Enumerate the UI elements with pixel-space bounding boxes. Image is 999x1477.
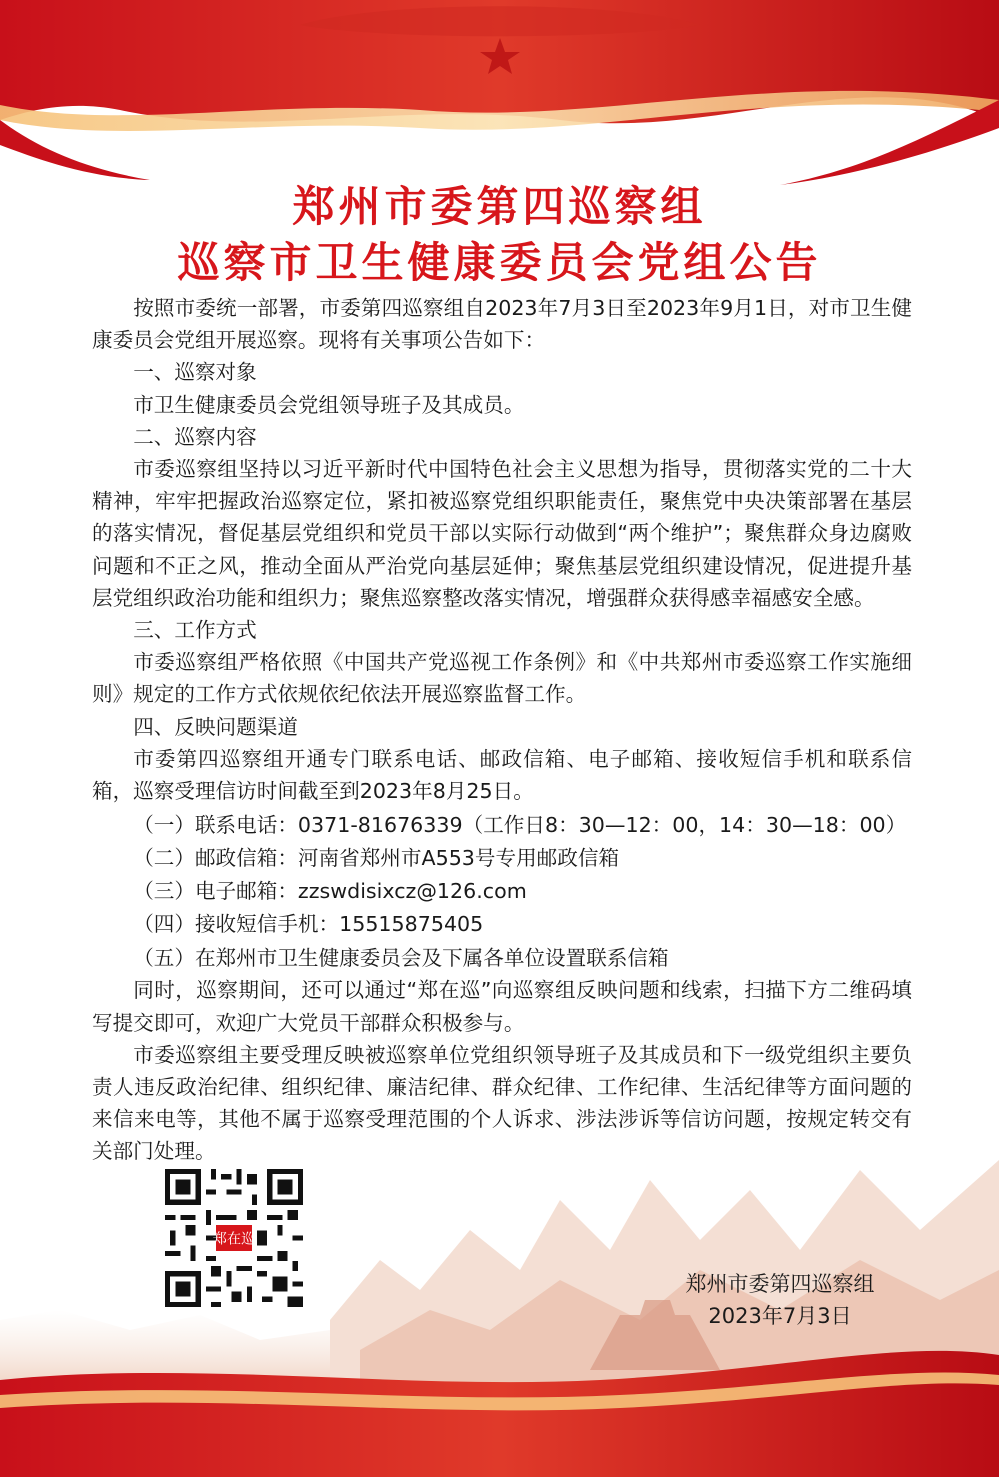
contact-sms: （四）接收短信手机：15515875405 xyxy=(133,912,484,937)
signature-date: 2023年7月3日 xyxy=(708,1304,852,1328)
section-heading-channels: 四、反映问题渠道 xyxy=(133,714,298,739)
contact-mailbox: （五）在郑州市卫生健康委员会及下属各单位设置联系信箱 xyxy=(133,946,669,971)
section-text-channels: 市委第四巡察组开通专门联系电话、邮政信箱、电子邮箱、接收短信手机和联系信箱，巡察受理信访时间截至到2023年8月25日。 xyxy=(92,746,912,804)
section-text-target: 市卫生健康委员会党组领导班子及其成员。 xyxy=(133,392,525,417)
section-heading-method: 三、工作方式 xyxy=(133,618,257,643)
top-banner-decoration xyxy=(0,0,999,200)
contact-postal: （二）邮政信箱：河南省郑州市A553号专用邮政信箱 xyxy=(133,846,620,871)
qr-center-logo: 郑在巡 xyxy=(212,1231,256,1248)
scope-paragraph: 市委巡察组主要受理反映被巡察单位党组织领导班子及其成员和下一级党组织主要负责人违反政治纪律、组织纪律、廉洁纪律、群众纪律、工作纪律、生活纪律等方面问题的来信来电等，其他不属于巡察受理范围的个人诉求、涉法涉诉等信访问题，按规定转交有关部门处理。 xyxy=(92,1042,912,1164)
contact-email: （三）电子邮箱：zzswdisixcz@126.com xyxy=(133,879,527,904)
section-heading-target: 一、巡察对象 xyxy=(133,360,257,385)
contact-phone: （一）联系电话：0371-81676339（工作日8：30—12：00，14：30—18：00） xyxy=(133,813,907,838)
qr-code[interactable] xyxy=(160,1164,308,1312)
section-text-content: 市委巡察组坚持以习近平新时代中国特色社会主义思想为指导，贯彻落实党的二十大精神，牢牢把握政治巡察定位，紧扣被巡察党组织职能责任，聚焦党中央决策部署在基层的落实情况，督促基层党组织和党员干部以实际行动做到“两个维护”；聚焦群众身边腐败问题和不正之风，推动全面从严治党向基层延伸；聚焦基层党组织建设情况，促进提升基层党组织政治功能和组织力；聚焦巡察整改落实情况，增强群众获得感幸福感安全感。 xyxy=(92,457,912,610)
section-text-method: 市委巡察组严格依照《中国共产党巡视工作条例》和《中共郑州市委巡察工作实施细则》规定的工作方式依规依纪依法开展巡察监督工作。 xyxy=(92,650,912,707)
announcement-body xyxy=(92,292,912,1168)
signature-block xyxy=(650,1268,910,1332)
qr-instruction-paragraph: 同时，巡察期间，还可以通过“郑在巡”向巡察组反映问题和线索，扫描下方二维码填写提交即可，欢迎广大党员干部群众积极参与。 xyxy=(92,978,912,1035)
intro-paragraph: 按照市委统一部署，市委第四巡察组自2023年7月3日至2023年9月1日，对市卫生健康委员会党组开展巡察。现将有关事项公告如下： xyxy=(92,296,912,353)
page-title-line1: 郑州市委第四巡察组 xyxy=(292,182,707,231)
page-title-line2: 巡察市卫生健康委员会党组公告 xyxy=(177,238,822,287)
signature-org: 郑州市委第四巡察组 xyxy=(685,1272,875,1296)
section-heading-content: 二、巡察内容 xyxy=(133,424,257,449)
